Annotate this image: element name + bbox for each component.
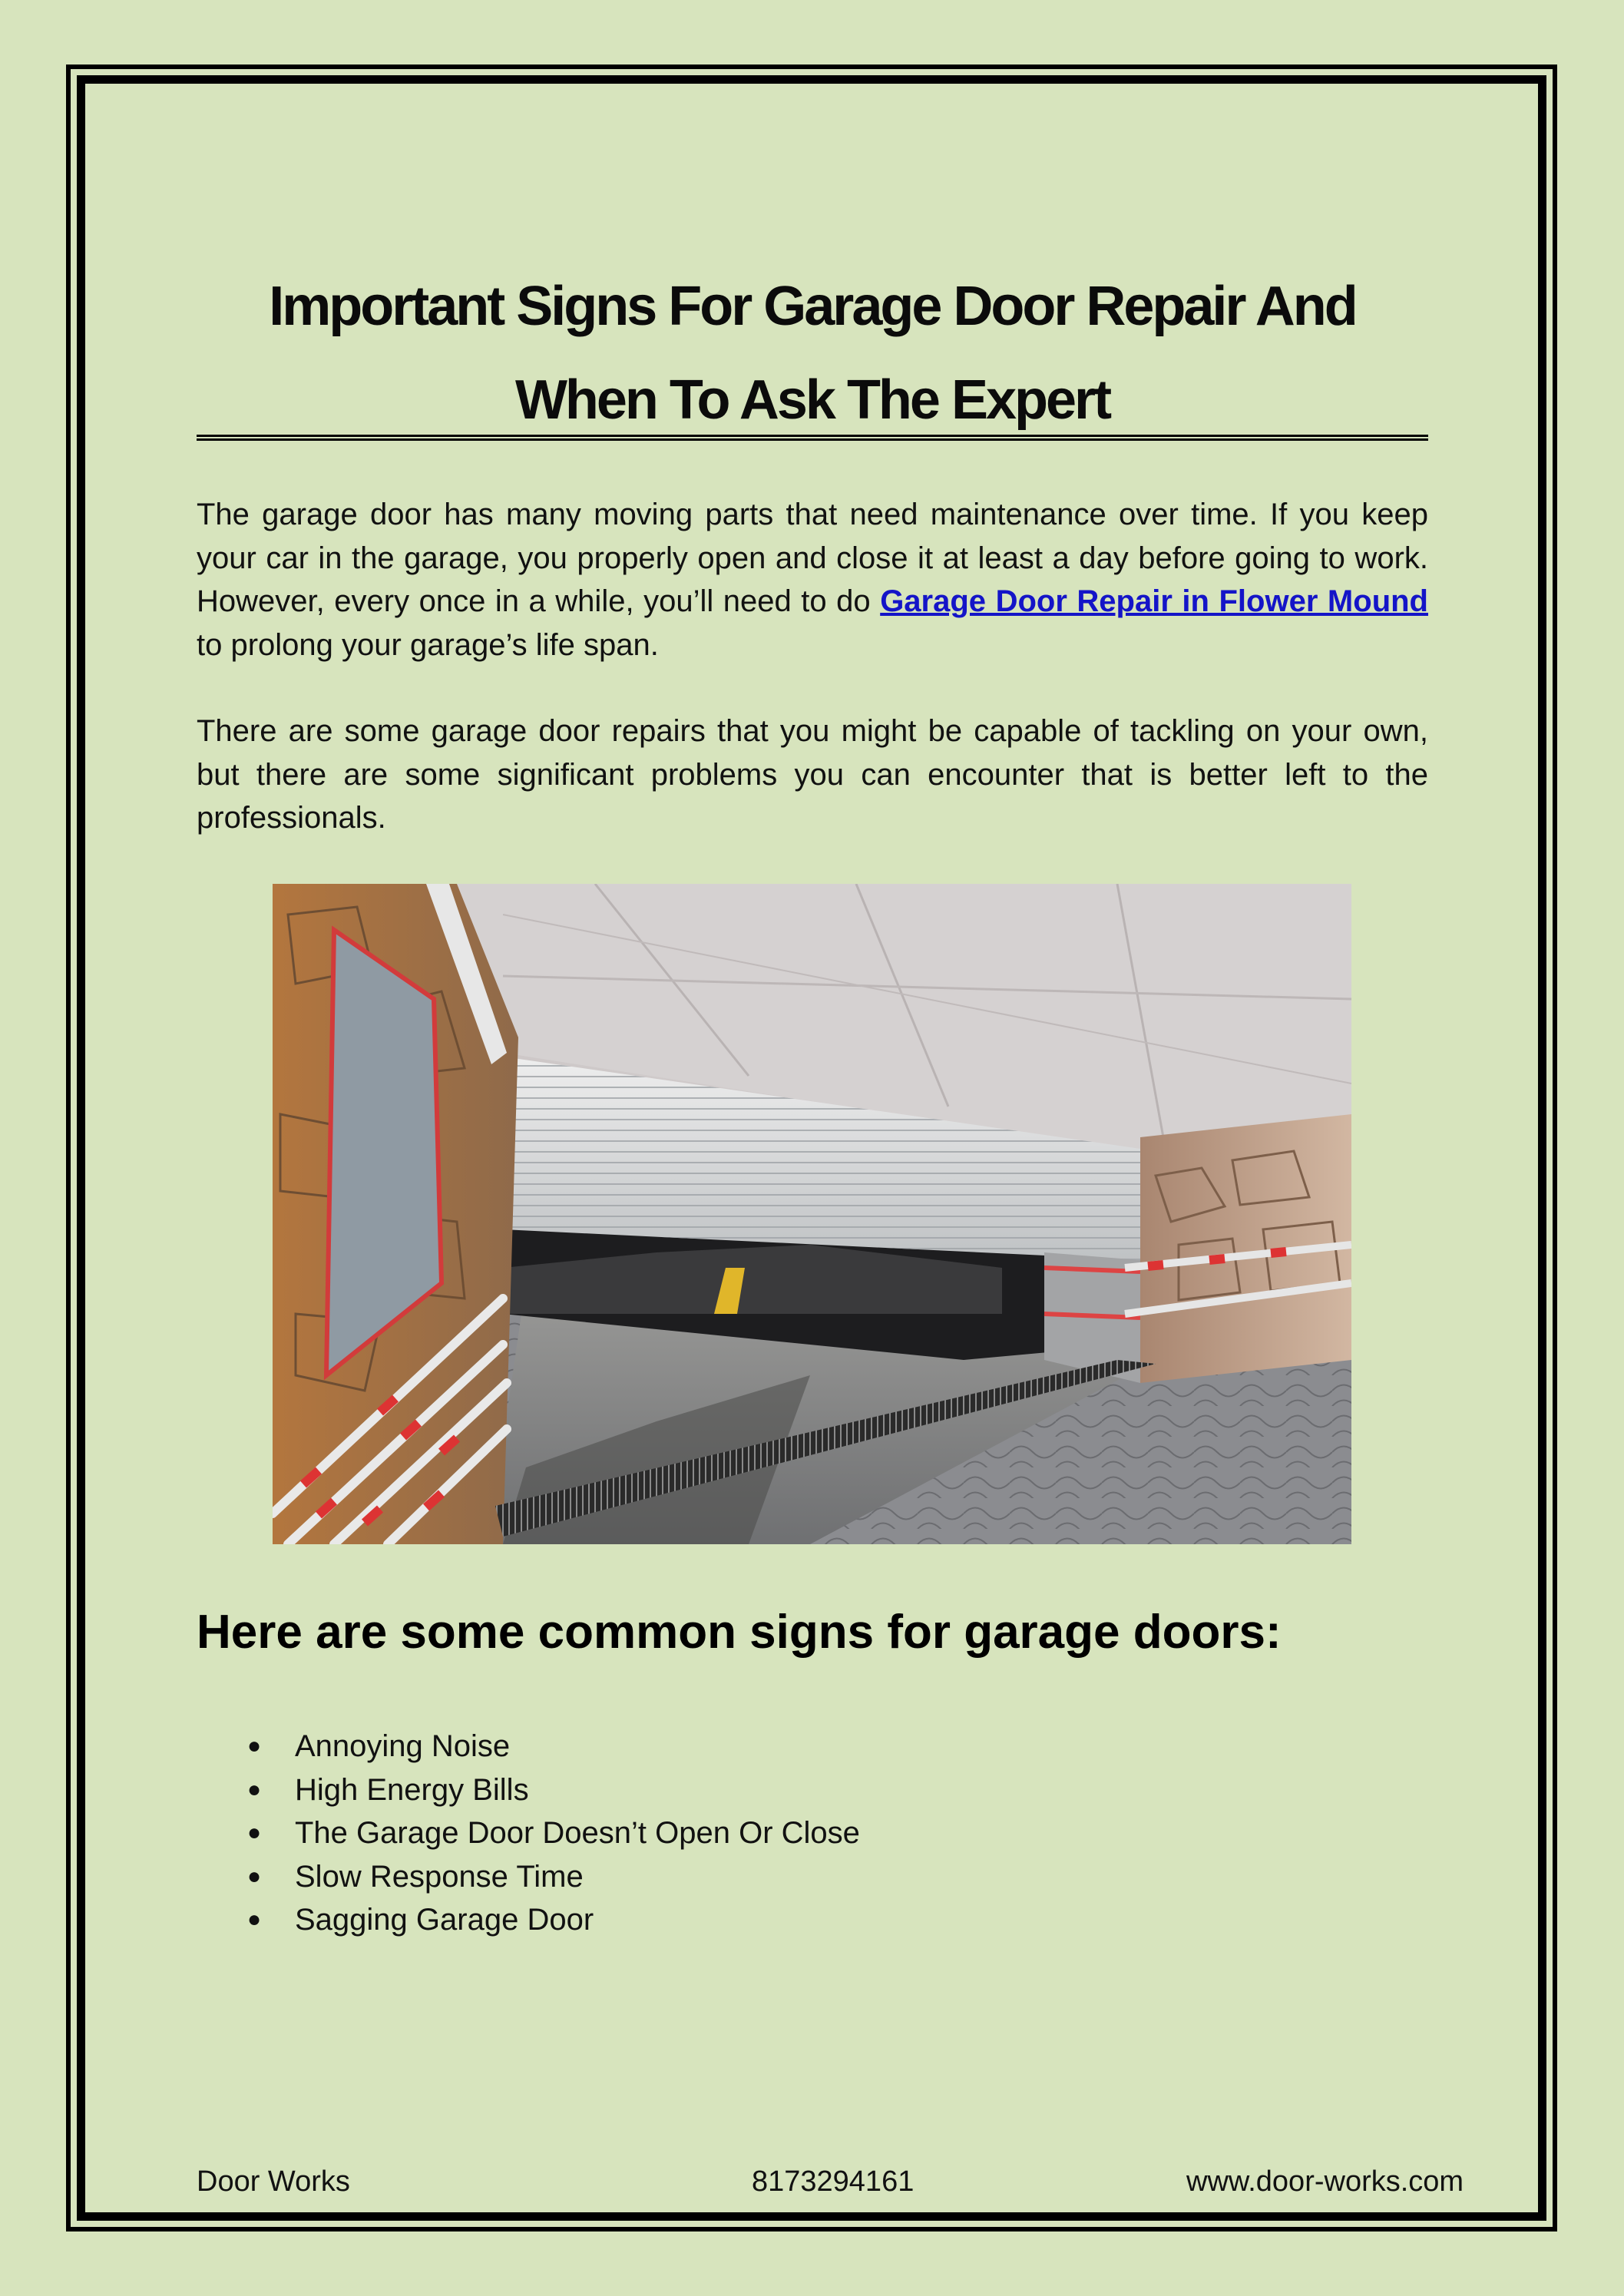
second-paragraph: There are some garage door repairs that you might be capable of tackling on your own, but there are some significant problems you can encounter that is better left to the professionals. <box>197 714 1428 835</box>
intro-text-before-link: The garage door has many moving parts that need maintenance over time. If you keep your car in the garage, you properly open and close it at least a day before going to work. However, every once in a while, you’ll need to do <box>197 498 1428 618</box>
intro-paragraph <box>197 493 1428 667</box>
list-item <box>197 1898 1272 1942</box>
footer-company-name: Door Works <box>197 2165 350 2198</box>
bullet-icon: ● <box>247 1820 262 1845</box>
bullet-icon: ● <box>247 1776 262 1802</box>
list-item <box>197 1811 1272 1855</box>
sign-label: Slow Response Time <box>295 1859 584 1894</box>
list-item <box>197 1725 1272 1768</box>
intro-text-after-link: to prolong your garage’s life span. <box>197 627 659 662</box>
sign-label: High Energy Bills <box>295 1772 529 1807</box>
list-item <box>197 1855 1272 1899</box>
sign-label: Sagging Garage Door <box>295 1903 594 1937</box>
footer-phone-number: 8173294161 <box>752 2165 915 2198</box>
sign-label: The Garage Door Doesn’t Open Or Close <box>295 1816 860 1850</box>
signs-list <box>197 1725 1272 1942</box>
bullet-icon: ● <box>247 1863 262 1889</box>
bullet-icon: ● <box>247 1733 262 1758</box>
signs-heading: Here are some common signs for garage doors: <box>197 1606 1282 1659</box>
footer-website: www.door-works.com <box>1186 2165 1464 2198</box>
garage-door-photo <box>273 884 1351 1544</box>
list-item <box>197 1768 1272 1812</box>
sign-label: Annoying Noise <box>295 1729 511 1763</box>
title-divider <box>197 435 1428 441</box>
page-title: Important Signs For Garage Door Repair And When To Ask The Expert <box>269 276 1356 431</box>
garage-door-repair-link[interactable]: Garage Door Repair in Flower Mound <box>880 584 1428 618</box>
bullet-icon: ● <box>247 1907 262 1932</box>
